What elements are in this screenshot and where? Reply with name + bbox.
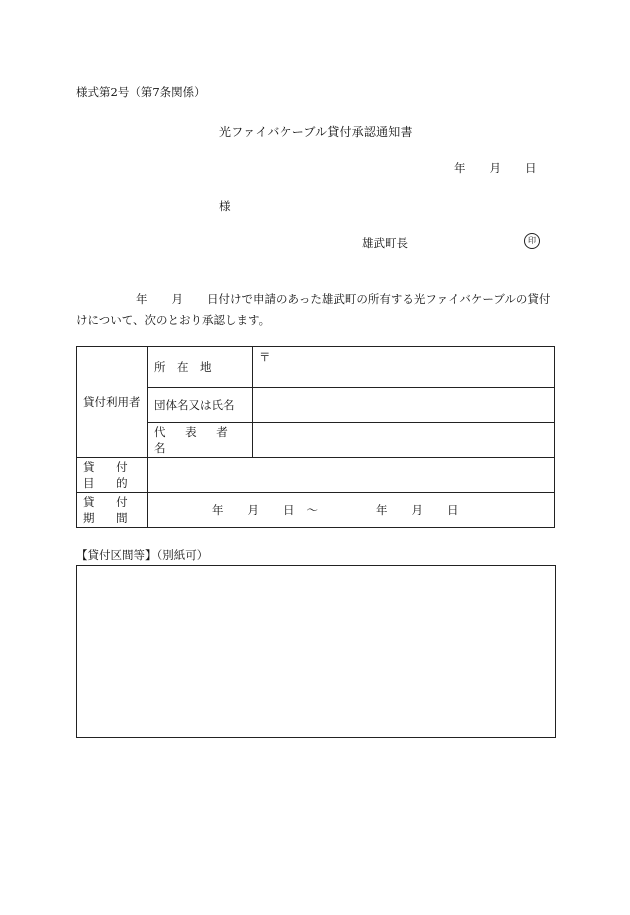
issue-date-year: 年 xyxy=(454,161,466,175)
section-heading xyxy=(76,547,208,563)
period-start-year: 年 xyxy=(212,503,224,517)
approval-text: 日付けで申請のあった雄武町の所有する光ファイバケーブルの貸付けについて、次のとおり承認します。 xyxy=(76,292,551,327)
period-end-month: 月 xyxy=(411,503,423,517)
period-end-day: 日 xyxy=(447,503,459,517)
seal-mark: 印 xyxy=(524,233,540,249)
period-separator: ～ xyxy=(306,503,318,517)
postal-mark: 〒 xyxy=(259,350,271,364)
loan-details-table xyxy=(76,346,555,528)
application-year: 年 xyxy=(136,292,148,306)
purpose-field[interactable] xyxy=(148,458,555,493)
address-field[interactable] xyxy=(253,347,555,388)
period-field[interactable] xyxy=(148,493,555,528)
org-name-label: 団体名又は氏名 xyxy=(148,388,253,423)
loan-section-box[interactable] xyxy=(76,565,556,738)
approval-statement xyxy=(76,289,560,331)
org-name-field[interactable] xyxy=(253,388,555,423)
issue-date xyxy=(454,160,537,176)
issue-date-day: 日 xyxy=(525,161,537,175)
representative-field[interactable] xyxy=(253,423,555,458)
issue-date-month: 月 xyxy=(489,161,501,175)
purpose-label: 貸 付 目 的 xyxy=(77,458,148,493)
form-number: 様式第2号（第7条関係） xyxy=(76,85,206,99)
issuer-name: 雄武町長 xyxy=(362,236,408,250)
section-title: 【貸付区間等】 xyxy=(76,548,157,562)
period-start-day: 日 xyxy=(283,503,295,517)
user-label: 貸付利用者 xyxy=(77,347,148,458)
addressee-suffix: 様 xyxy=(219,199,231,213)
period-label: 貸 付 期 間 xyxy=(77,493,148,528)
address-label: 所 在 地 xyxy=(148,347,253,388)
application-month: 月 xyxy=(171,292,183,306)
document-title: 光ファイバケーブル貸付承認通知書 xyxy=(219,125,413,139)
section-note: （別紙可） xyxy=(156,548,209,562)
period-start-month: 月 xyxy=(247,503,259,517)
period-end-year: 年 xyxy=(376,503,388,517)
representative-label: 代 表 者 名 xyxy=(148,423,253,458)
